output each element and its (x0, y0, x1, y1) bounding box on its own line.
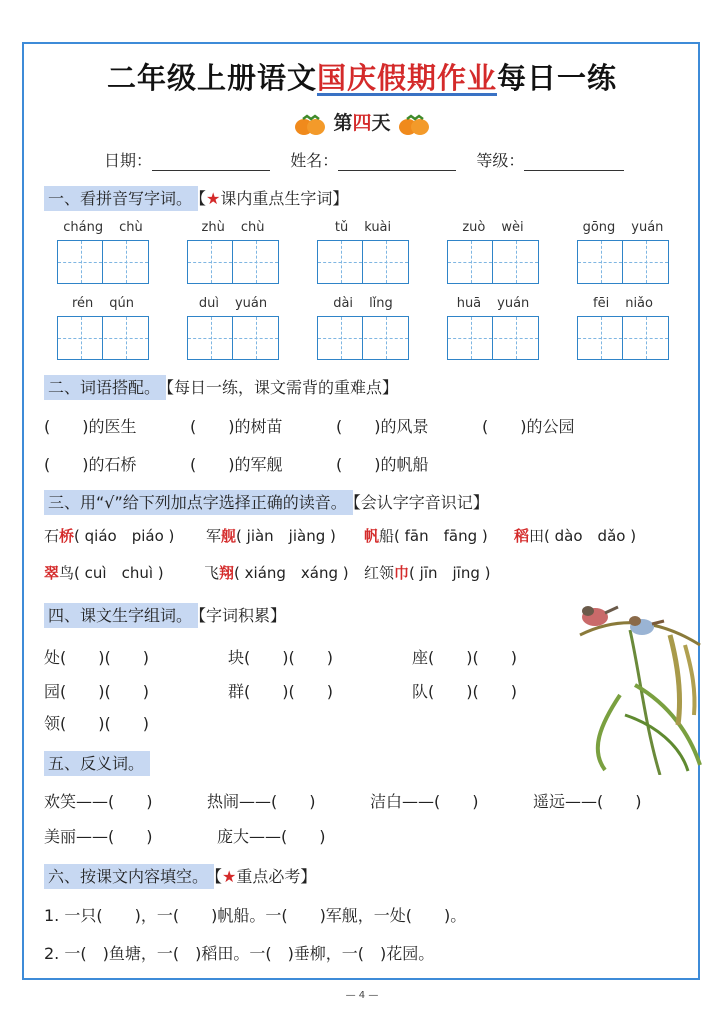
title-post: 每日一练 (497, 61, 618, 95)
reading-options[interactable]: ( dào dǎo ) (544, 527, 637, 545)
reading-item[interactable] (44, 525, 174, 546)
reading-item[interactable] (44, 562, 164, 583)
guide-line (516, 317, 517, 359)
fill-line-2[interactable]: 2. 一( )鱼塘，一( )稻田。一( )垂柳，一( )花园。 (44, 944, 435, 963)
antonym-item[interactable]: 遥远——( ) (533, 792, 642, 811)
day-pre: 第 (333, 112, 353, 134)
pinyin-label (446, 296, 540, 311)
guide-line (211, 241, 212, 283)
section-2-heading (44, 375, 398, 398)
section-4-heading (44, 603, 286, 626)
section-1-note: 课内重点生字词 (220, 189, 333, 208)
star-icon: ★ (206, 189, 221, 208)
writing-grid[interactable] (577, 316, 669, 360)
section-6-note-open: 【 (214, 867, 223, 886)
guide-line (578, 338, 668, 339)
reading-options[interactable]: ( cuì chuì ) (74, 564, 164, 582)
section-6-note-close: 】 (300, 867, 317, 886)
words-row-1 (44, 645, 596, 668)
section-3-note: 【会认字字音识记】 (352, 493, 489, 512)
day-post: 天 (371, 112, 391, 134)
date-field[interactable] (152, 152, 270, 171)
match-item[interactable]: ( )的石桥 (44, 455, 137, 474)
guide-line (448, 262, 538, 263)
guide-line (318, 338, 408, 339)
match-item[interactable]: ( )的军舰 (190, 455, 283, 474)
pinyin-syllable: wèi (501, 220, 524, 235)
reading-options[interactable]: ( qiáo piáo ) (74, 527, 175, 545)
reading-item[interactable] (204, 562, 349, 583)
guide-line (81, 241, 82, 283)
guide-line (256, 317, 257, 359)
word-part: 飞 (204, 564, 220, 582)
grade-field[interactable] (524, 152, 624, 171)
pinyin-syllable: yuán (631, 220, 664, 235)
word-item[interactable]: 园( )( ) (44, 682, 149, 701)
word-part: 田 (529, 527, 545, 545)
guide-line (471, 317, 472, 359)
info-row (104, 148, 624, 171)
writing-grid[interactable] (57, 240, 149, 284)
reading-item[interactable] (364, 562, 490, 583)
writing-grid[interactable] (447, 240, 539, 284)
guide-line (126, 317, 127, 359)
pinyin-syllable: tǔ (334, 220, 349, 235)
word-part: 巾 (394, 564, 410, 582)
section-3-title: 三、用“√”给下列加点字选择正确的读音。 (44, 490, 353, 515)
match-item[interactable]: ( )的公园 (482, 417, 575, 436)
day-heading (0, 108, 724, 136)
section-2-note: 【每日一练，课文需背的重难点】 (166, 378, 399, 397)
section-4-note: 【字词积累】 (198, 606, 287, 625)
reading-item[interactable] (364, 525, 488, 546)
persimmon-icon (397, 112, 431, 136)
guide-line (58, 262, 148, 263)
guide-line (646, 317, 647, 359)
guide-line (448, 338, 538, 339)
name-field[interactable] (338, 152, 456, 171)
pinyin-label (316, 220, 410, 235)
pinyin-label (576, 220, 670, 235)
word-part: 军 (206, 527, 222, 545)
word-part: 帆 (364, 527, 380, 545)
word-part: 石 (44, 527, 60, 545)
writing-grid[interactable] (447, 316, 539, 360)
section-4-title: 四、课文生字组词。 (44, 603, 198, 628)
match-item[interactable]: ( )的帆船 (336, 455, 429, 474)
antonym-row-1 (44, 789, 673, 812)
pinyin-syllable: kuài (364, 220, 392, 235)
antonym-item[interactable]: 欢笑——( ) (44, 792, 153, 811)
pinyin-label (56, 220, 150, 235)
antonym-item[interactable]: 洁白——( ) (370, 792, 479, 811)
match-item[interactable]: ( )的风景 (336, 417, 429, 436)
word-part: 桥 (59, 527, 75, 545)
pinyin-syllable: niǎo (625, 296, 653, 311)
fill-line-1[interactable]: 1. 一只( )，一( )帆船。一( )军舰，一处( )。 (44, 906, 467, 925)
antonym-item[interactable]: 热闹——( ) (207, 792, 316, 811)
pinyin-syllable: gōng (582, 220, 616, 235)
reading-options[interactable]: ( jiàn jiàng ) (236, 527, 336, 545)
section-5-heading (44, 751, 150, 774)
section-2-title: 二、词语搭配。 (44, 375, 166, 400)
pinyin-syllable: huā (456, 296, 482, 311)
pinyin-label (186, 220, 280, 235)
match-row-1 (44, 414, 628, 437)
guide-line (516, 241, 517, 283)
birds-on-grass-illustration (560, 575, 710, 775)
pinyin-syllable: yuán (234, 296, 268, 311)
guide-line (188, 338, 278, 339)
match-item[interactable]: ( )的树苗 (190, 417, 283, 436)
reading-options[interactable]: ( fān fāng ) (394, 527, 488, 545)
guide-line (601, 317, 602, 359)
word-item[interactable]: 队( )( ) (412, 682, 517, 701)
guide-line (318, 262, 408, 263)
writing-grid[interactable] (317, 240, 409, 284)
section-6-note: 重点必考 (236, 867, 301, 886)
guide-line (386, 241, 387, 283)
reading-item[interactable] (514, 525, 636, 546)
reading-options[interactable]: ( xiáng xáng ) (234, 564, 349, 582)
section-6-heading (44, 864, 316, 887)
pinyin-syllable: fēi (593, 296, 610, 311)
pinyin-syllable: rén (71, 296, 94, 311)
pinyin-label (576, 296, 670, 311)
pinyin-label (186, 296, 280, 311)
guide-line (578, 262, 668, 263)
pinyin-syllable: lǐng (369, 296, 393, 311)
grade-label: 等级： (476, 151, 525, 170)
pinyin-label (446, 220, 540, 235)
word-part: 翠 (44, 564, 60, 582)
section-6-title: 六、按课文内容填空。 (44, 864, 214, 889)
guide-line (646, 241, 647, 283)
guide-line (341, 241, 342, 283)
section-1-title: 一、看拼音写字词。 (44, 186, 198, 211)
section-5-title: 五、反义词。 (44, 751, 150, 776)
guide-line (256, 241, 257, 283)
guide-line (126, 241, 127, 283)
title-highlight: 国庆假期作业 (316, 61, 497, 95)
word-part: 船 (379, 527, 395, 545)
words-row-2 (44, 679, 596, 702)
pinyin-syllable: chù (119, 220, 143, 235)
antonym-row-2 (44, 824, 380, 847)
writing-grid[interactable] (187, 240, 279, 284)
match-row-2 (44, 452, 482, 475)
guide-line (386, 317, 387, 359)
pinyin-syllable: zuò (462, 220, 486, 235)
guide-line (601, 241, 602, 283)
persimmon-icon (293, 112, 327, 136)
guide-line (341, 317, 342, 359)
word-part: 红领 (364, 564, 395, 582)
star-icon: ★ (222, 867, 237, 886)
pinyin-syllable: cháng (63, 220, 104, 235)
antonym-item[interactable]: 美丽——( ) (44, 827, 153, 846)
guide-line (471, 241, 472, 283)
pinyin-label (56, 296, 150, 311)
guide-line (81, 317, 82, 359)
section-3-heading (44, 490, 489, 513)
pinyin-syllable: yuán (497, 296, 530, 311)
word-item[interactable]: 处( )( ) (44, 648, 149, 667)
page-number: — 4 — (345, 990, 379, 1001)
guide-line (211, 317, 212, 359)
pinyin-syllable: dài (333, 296, 354, 311)
word-item[interactable]: 领( )( ) (44, 714, 149, 733)
section-1-heading (44, 186, 348, 209)
word-item[interactable]: 块( )( ) (228, 648, 333, 667)
pinyin-syllable: zhù (201, 220, 225, 235)
section-1-note-close: 】 (332, 189, 349, 208)
writing-grid[interactable] (187, 316, 279, 360)
title-pre: 二年级上册语文 (106, 61, 317, 95)
guide-line (188, 262, 278, 263)
reading-item[interactable] (206, 525, 336, 546)
pinyin-syllable: chù (240, 220, 265, 235)
word-part: 鸟 (59, 564, 75, 582)
section-1-note-open: 【 (198, 189, 207, 208)
date-label: 日期： (104, 151, 153, 170)
page-title (0, 56, 724, 97)
writing-grid[interactable] (317, 316, 409, 360)
writing-grid[interactable] (57, 316, 149, 360)
pinyin-label (316, 296, 410, 311)
pinyin-syllable: duì (198, 296, 219, 311)
reading-options[interactable]: ( jīn jīng ) (409, 564, 491, 582)
writing-grid[interactable] (577, 240, 669, 284)
name-label: 姓名： (290, 151, 339, 170)
day-number: 四 (352, 112, 372, 134)
word-item[interactable]: 座( )( ) (412, 648, 517, 667)
words-row-3 (44, 711, 149, 734)
antonym-item[interactable]: 庞大——( ) (217, 827, 326, 846)
pinyin-syllable: qún (109, 296, 135, 311)
guide-line (58, 338, 148, 339)
word-item[interactable]: 群( )( ) (228, 682, 333, 701)
word-part: 稻 (514, 527, 530, 545)
match-item[interactable]: ( )的医生 (44, 417, 137, 436)
word-part: 舰 (221, 527, 237, 545)
word-part: 翔 (219, 564, 235, 582)
